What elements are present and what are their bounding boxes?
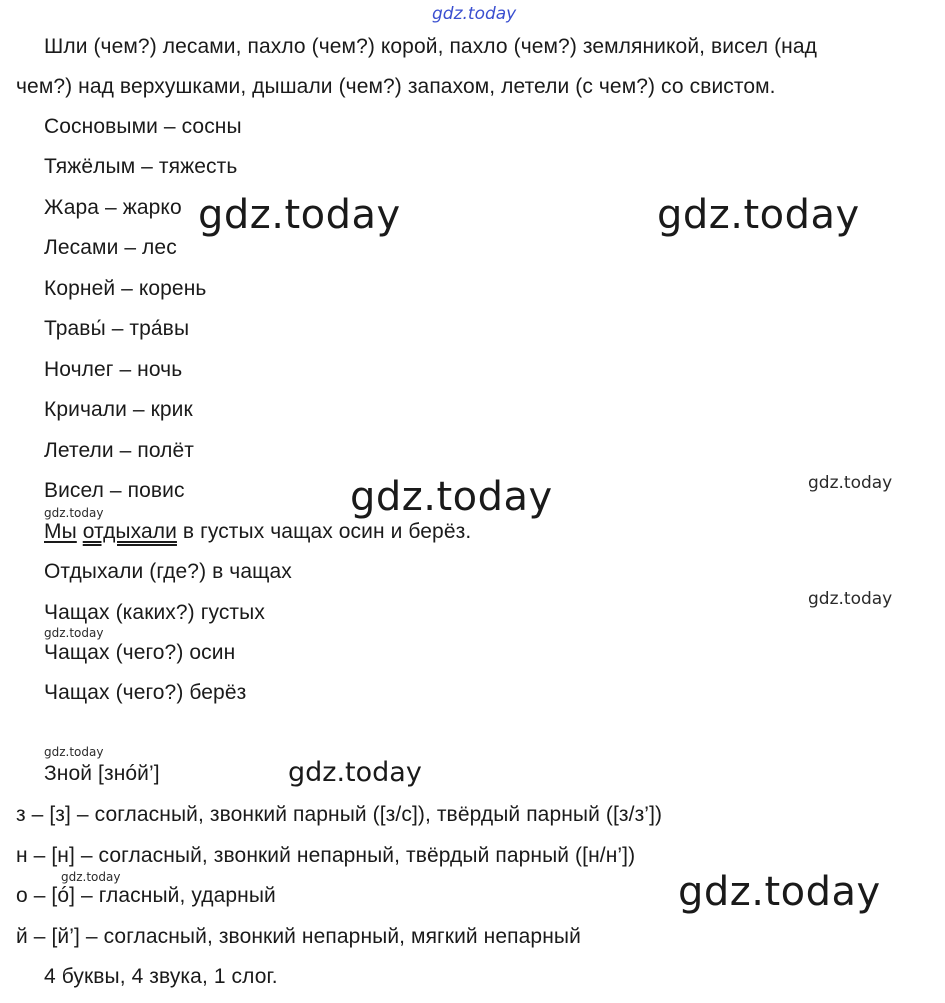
watermark-large: gdz.today	[678, 869, 881, 915]
paragraph-line-2: чем?) над верхушками, дышали (чем?) запахом, летели (с чем?) со свистом.	[16, 75, 776, 98]
question-item: Чащах (каких?) густых	[44, 601, 265, 624]
pair-item: Ночлег – ночь	[44, 358, 183, 381]
pair-item: Кричали – крик	[44, 398, 193, 421]
watermark-top: gdz.today	[432, 4, 517, 24]
watermark-small: gdz.today	[808, 473, 893, 493]
pair-item: Жара – жарко	[44, 196, 182, 219]
sentence-rest: в густых чащах осин и берёз.	[176, 520, 472, 543]
pair-item: Летели – полёт	[44, 439, 194, 462]
pair-item: Висел – повис	[44, 479, 185, 502]
sentence	[44, 519, 471, 545]
watermark-tiny: gdz.today	[44, 745, 104, 759]
question-item: Чащах (чего?) берёз	[44, 681, 247, 704]
watermark-large: gdz.today	[350, 474, 553, 520]
watermark-tiny: gdz.today	[44, 506, 104, 520]
pair-item: Лесами – лес	[44, 236, 177, 259]
watermark-medium: gdz.today	[288, 757, 422, 788]
pair-item: Тяжёлым – тяжесть	[44, 155, 238, 178]
phonetic-summary: 4 буквы, 4 звука, 1 слог.	[44, 965, 278, 988]
paragraph-line-1: Шли (чем?) лесами, пахло (чем?) корой, пахло (чем?) земляникой, висел (над	[44, 35, 817, 58]
sentence-subject: Мы	[44, 520, 77, 543]
phonetic-word: Зной [знóй’]	[44, 762, 160, 785]
watermark-large: gdz.today	[657, 192, 860, 238]
phonetic-row: о – [ó] – гласный, ударный	[16, 884, 276, 907]
phonetic-row: й – [й’] – согласный, звонкий непарный, мягкий непарный	[16, 925, 581, 948]
watermark-small: gdz.today	[808, 589, 893, 609]
watermark-tiny: gdz.today	[61, 870, 121, 884]
question-item: Отдыхали (где?) в чащах	[44, 560, 292, 583]
pair-item: Травы́ – тра́вы	[44, 317, 190, 340]
sentence-predicate: отдыхали	[82, 520, 177, 543]
phonetic-row: з – [з] – согласный, звонкий парный ([з/с]), твёрдый парный ([з/з’])	[16, 803, 663, 826]
watermark-tiny: gdz.today	[44, 626, 104, 640]
watermark-large: gdz.today	[198, 192, 401, 238]
question-item: Чащах (чего?) осин	[44, 641, 236, 664]
phonetic-row: н – [н] – согласный, звонкий непарный, твёрдый парный ([н/н’])	[16, 844, 636, 867]
pair-item: Сосновыми – сосны	[44, 115, 242, 138]
pair-item: Корней – корень	[44, 277, 207, 300]
